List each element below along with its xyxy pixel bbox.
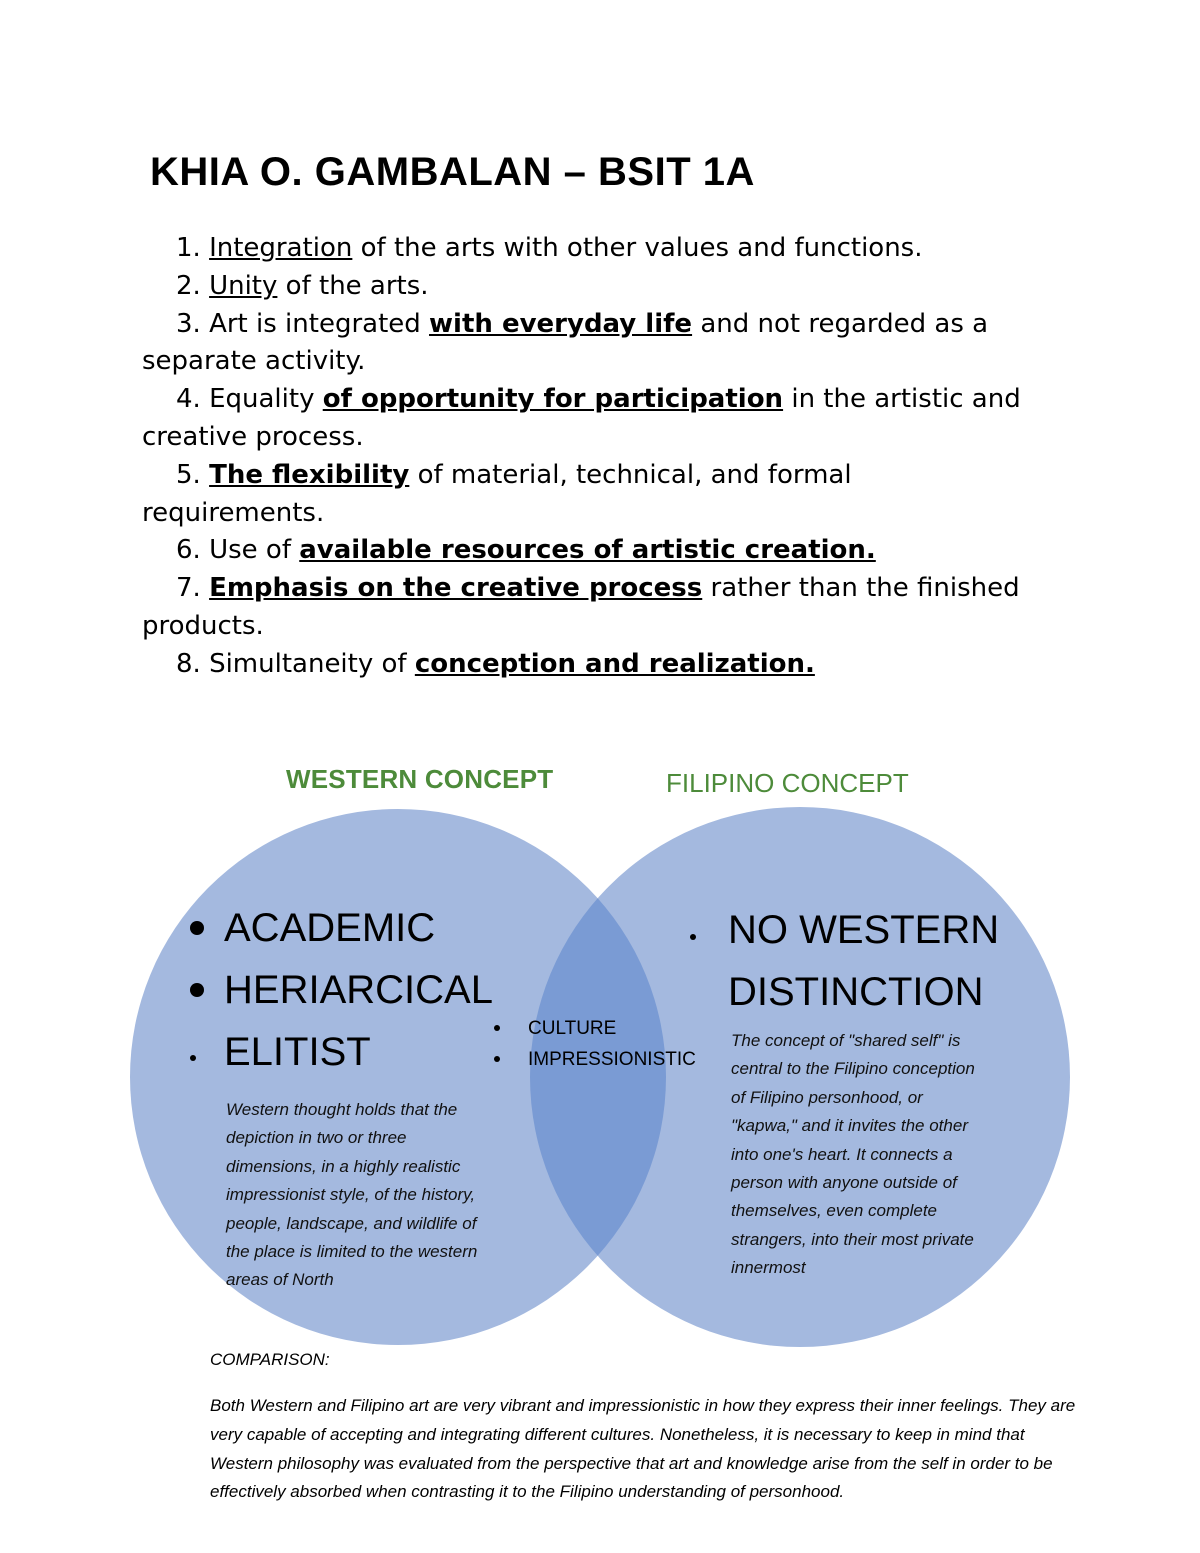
shared-item: CULTURE xyxy=(528,1018,617,1039)
western-item: ELITIST xyxy=(224,1030,371,1074)
bullet-icon xyxy=(190,921,204,935)
bullet-icon xyxy=(494,1025,500,1031)
list-item: 7. Emphasis on the creative process rather than the finished products. xyxy=(142,573,1020,641)
list-item: 5. The flexibility of material, technical, and formal requirements. xyxy=(142,459,852,528)
key-term: with everyday life xyxy=(429,308,693,339)
comparison-text: Both Western and Filipino art are very vibrant and impressionistic in how they express their inner feelings. They are very capable of accepting and integrating different cultures. Nonetheless, it is necessary to keep in mind that Western philosophy was evaluated from the perspective that art and knowledge arise from the self in order to be effectively absorbed when contrasting it to the Filipino understanding of personhood. xyxy=(210,1396,1076,1502)
bullet-icon xyxy=(190,983,204,997)
list-item: 3. Art is integrated with everyday life and not regarded as a separate activity. xyxy=(142,308,989,377)
bullet-icon xyxy=(494,1056,500,1062)
key-term: The flexibility xyxy=(209,459,410,490)
western-description: Western thought holds that the depiction in two or three dimensions, in a highly realistic impressionist style, of the history, people, landscape, and wildlife of the place is limited to the western areas of North xyxy=(226,1100,478,1290)
key-term: Emphasis on the creative process xyxy=(209,573,703,604)
filipino-description: The concept of "shared self" is central to the Filipino conception of Filipino personhood, or "kapwa," and it invites the other into one's heart. It connects a person with anyone outside of themselves, even complete strangers, into their most private innermost xyxy=(731,1031,975,1278)
key-term: Unity xyxy=(209,270,278,301)
western-item: HERIARCICAL xyxy=(224,968,493,1012)
list-item: 2. Unity of the arts. xyxy=(176,270,429,301)
filipino-item: NO WESTERN xyxy=(728,908,1000,952)
filipino-concept-label: FILIPINO CONCEPT xyxy=(666,768,909,798)
filipino-item: DISTINCTION xyxy=(728,970,984,1014)
western-item: ACADEMIC xyxy=(224,906,436,950)
key-term: of opportunity for participation xyxy=(322,384,784,415)
list-item: 1. Integration of the arts with other values and functions. xyxy=(176,233,923,263)
bullet-icon xyxy=(190,1055,196,1061)
key-term: Integration xyxy=(209,233,353,263)
western-concept-label: WESTERN CONCEPT xyxy=(286,764,554,794)
bullet-icon xyxy=(690,934,696,940)
comparison-label: COMPARISON: xyxy=(210,1350,330,1369)
page-title: KHIA O. GAMBALAN – BSIT 1A xyxy=(150,150,755,194)
key-term: conception and realization. xyxy=(414,648,815,679)
key-term: available resources of artistic creation. xyxy=(299,535,876,566)
list-item: 8. Simultaneity of conception and realization. xyxy=(176,648,815,679)
shared-item: IMPRESSIONISTIC xyxy=(528,1049,696,1070)
list-item: 6. Use of available resources of artistic creation. xyxy=(176,535,876,566)
list-item: 4. Equality of opportunity for participation in the artistic and creative process. xyxy=(142,384,1021,452)
